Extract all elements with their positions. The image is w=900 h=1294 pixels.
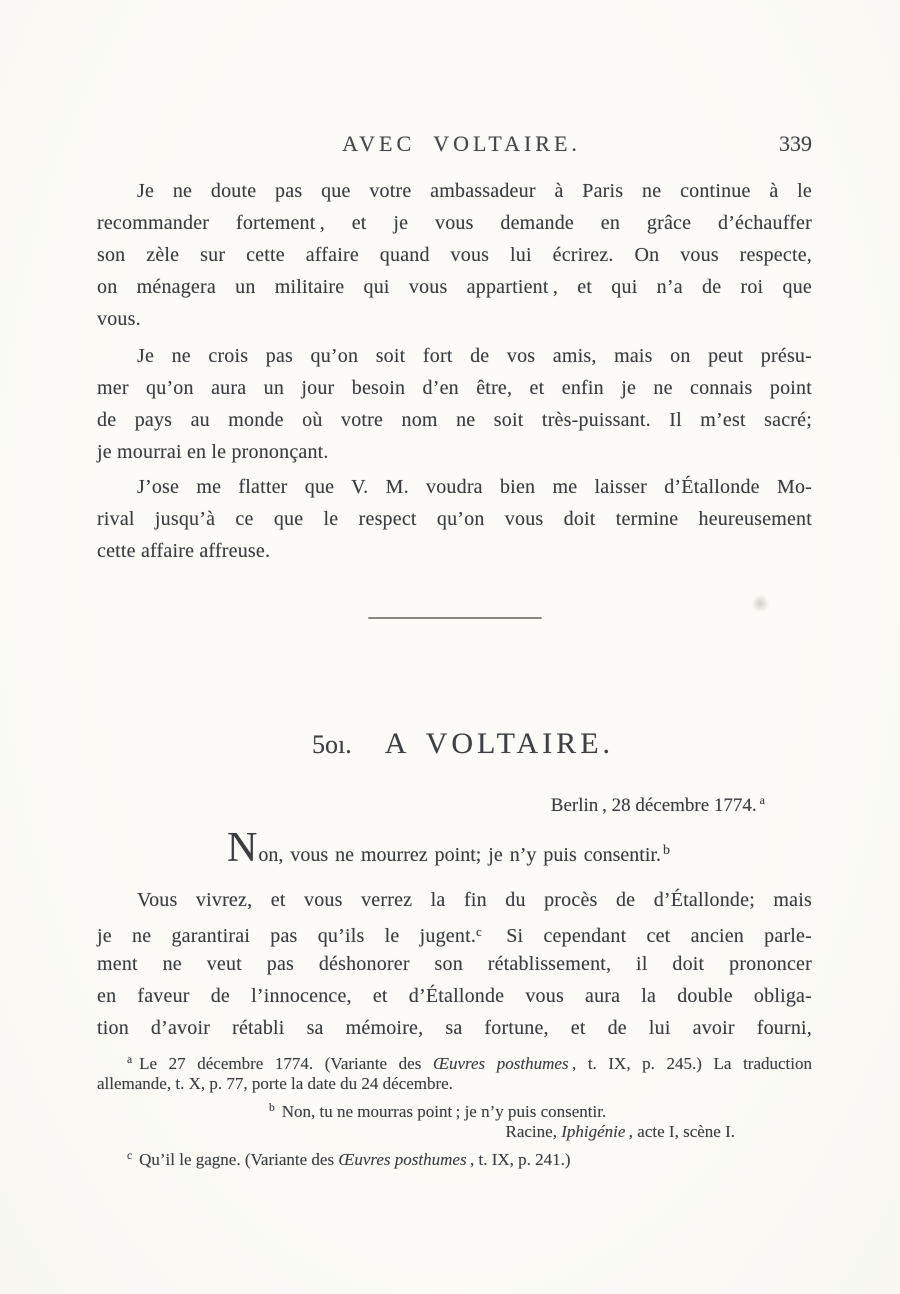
body-line xyxy=(97,916,812,948)
footnote-work-title: Iphigénie xyxy=(561,1122,626,1141)
body-line: ment ne veut pas déshonorer son rétablissement, il doit prononcer xyxy=(97,953,812,975)
footnote-b-attribution xyxy=(97,1120,812,1144)
footnote-text: , acte I, scène I. xyxy=(625,1122,735,1141)
drop-cap-initial: N xyxy=(227,825,259,871)
footnote-marker-a: a xyxy=(127,1054,133,1066)
body-line: rival jusqu’à ce que le respect qu’on vous doit termine heureusement xyxy=(97,508,812,530)
footnote-ref-b: b xyxy=(662,843,670,858)
paragraph-letter-body xyxy=(97,884,812,1044)
paragraph-previous-letter-3 xyxy=(97,471,812,567)
paragraph-previous-letter-2 xyxy=(97,340,812,468)
footnote-ref-a: a xyxy=(759,793,765,807)
footnote-text: Le 27 décembre 1774. (Variante des xyxy=(139,1054,433,1073)
body-line: en faveur de l’innocence, et d’Étallonde vous aura la double obliga- xyxy=(97,985,812,1007)
body-line: Je ne doute pas que votre ambassadeur à Paris ne continue à le xyxy=(137,180,812,202)
footnote-text: , t. IX, p. 245.) La traduction xyxy=(568,1054,813,1073)
section-heading xyxy=(312,727,614,761)
footnote-a-line-2: allemande, t. X, p. 77, porte la date du 24 décembre. xyxy=(97,1074,453,1093)
footnote-marker-c: c xyxy=(127,1150,133,1162)
body-line: J’ose me flatter que V. M. voudra bien me laisser d’Étallonde Mo- xyxy=(137,476,812,498)
opening-line xyxy=(227,824,670,870)
body-line: son zèle sur cette affaire quand vous lui écrirez. On vous respecte, xyxy=(97,244,812,266)
body-line-text: je ne garantirai pas qu’ils le jugent. xyxy=(97,925,477,947)
body-line: Vous vivrez, et vous verrez la fin du procès de d’Étallonde; mais xyxy=(137,889,812,911)
letter-number: 5oı. xyxy=(312,730,352,759)
footnote-text: Qu’il le gagne. (Variante des xyxy=(139,1150,339,1169)
footnote-work-title: Œuvres posthumes xyxy=(338,1150,467,1169)
body-line: de pays au monde où votre nom ne soit très-puissant. Il m’est sacré; xyxy=(97,409,812,431)
running-title: AVEC VOLTAIRE. xyxy=(342,131,581,156)
dateline-text: Berlin , 28 décembre 1774. xyxy=(550,795,757,816)
footnote-c xyxy=(97,1144,812,1168)
footnotes xyxy=(97,1048,812,1168)
footnote-text: , t. IX, p. 241.) xyxy=(466,1150,571,1169)
footnote-text: Non, tu ne mourras point ; je n’y puis consentir. xyxy=(281,1102,607,1121)
body-line: Je ne crois pas qu’on soit fort de vos amis, mais on peut présu- xyxy=(137,345,812,367)
body-line: je mourrai en le prononçant. xyxy=(97,441,329,463)
letter-title: A VOLTAIRE. xyxy=(384,727,615,760)
running-head xyxy=(97,131,812,161)
body-line-text: Si cependant cet ancien parle- xyxy=(486,925,812,947)
footnote-work-title: Œuvres posthumes xyxy=(432,1054,569,1073)
body-line: on ménagera un militaire qui vous appartient , et qui n’a de roi que xyxy=(97,276,812,298)
dateline xyxy=(551,788,765,818)
opening-text: on, vous ne mourrez point; je n’y puis consentir. xyxy=(258,844,661,866)
body-line: cette affaire affreuse. xyxy=(97,540,271,562)
footnote-b-quote xyxy=(97,1096,812,1120)
paper-smudge xyxy=(751,595,770,612)
body-line: tion d’avoir rétabli sa mémoire, sa fortune, et de lui avoir fourni, xyxy=(97,1017,812,1039)
footnote-marker-b: b xyxy=(269,1102,275,1114)
page-number: 339 xyxy=(779,131,812,156)
body-line: vous. xyxy=(97,308,141,330)
footnote-ref-c: c xyxy=(476,924,483,939)
footnote-a-line-1 xyxy=(97,1048,812,1072)
body-line: mer qu’on aura un jour besoin d’en être, et enfin je ne connais point xyxy=(97,377,812,399)
section-divider xyxy=(368,617,542,619)
footnote-text: Racine, xyxy=(505,1122,562,1141)
paragraph-previous-letter-1 xyxy=(97,175,812,335)
body-line: recommander fortement , et je vous demande en grâce d’échauffer xyxy=(97,212,812,234)
